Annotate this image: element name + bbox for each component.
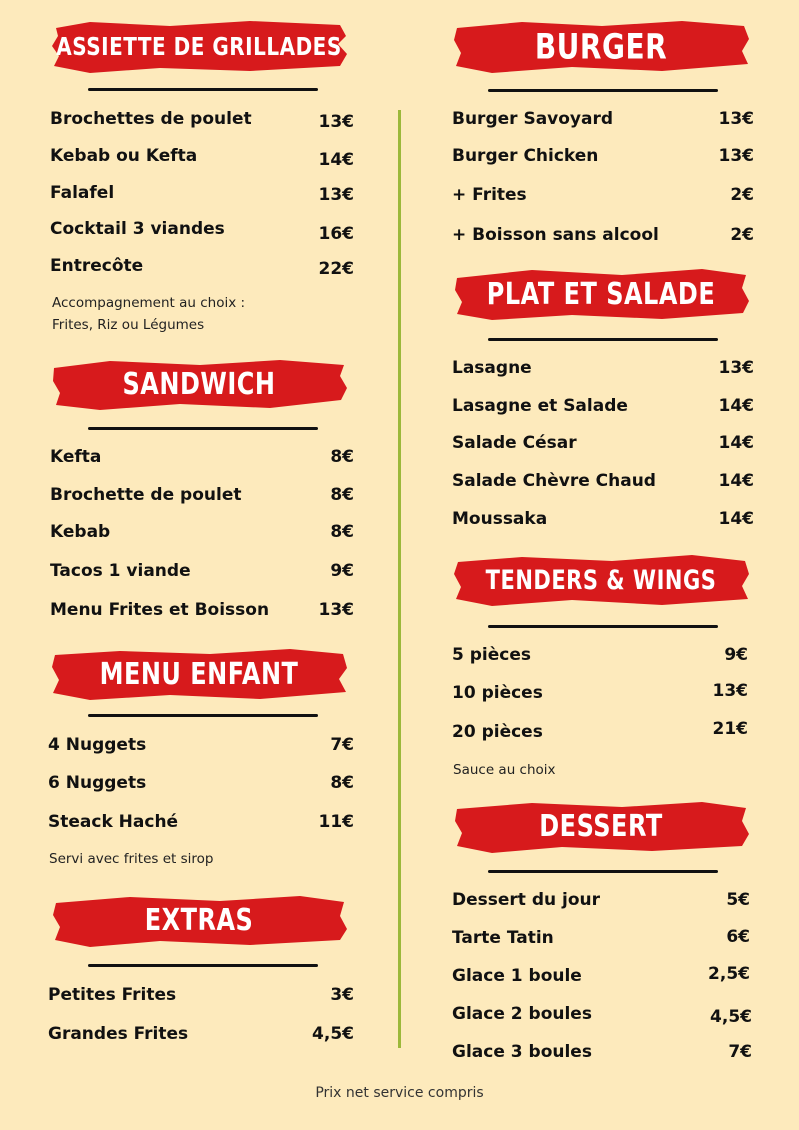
menu-item: Salade Chèvre Chaud (452, 471, 656, 491)
section-burger (452, 18, 758, 258)
menu-item: + Boisson sans alcool (452, 225, 659, 245)
menu-price: 14€ (318, 150, 354, 170)
menu-price: 3€ (330, 985, 354, 1005)
menu-item: Steack Haché (48, 812, 179, 832)
menu-price: 8€ (330, 485, 354, 505)
menu-item: Entrecôte (50, 256, 144, 276)
title-underline (488, 338, 718, 341)
section-title: EXTRAS (144, 902, 254, 938)
menu-item: Kebab ou Kefta (50, 146, 198, 166)
banner-enfant (50, 646, 348, 702)
banner-extras (50, 892, 348, 948)
title-underline (488, 870, 718, 873)
menu-item: Salade César (452, 433, 577, 453)
menu-item: Petites Frites (48, 985, 177, 1005)
section-extras (48, 892, 360, 1052)
note: Sauce au choix (453, 762, 556, 778)
menu-price: 13€ (718, 109, 754, 129)
title-underline (88, 964, 318, 967)
menu-item: Dessert du jour (452, 890, 601, 910)
section-grillades (50, 18, 360, 338)
menu-price: 2€ (730, 185, 754, 205)
section-title: BURGER (534, 25, 668, 67)
menu-item: 20 pièces (452, 722, 543, 742)
menu-price: 14€ (718, 396, 754, 416)
menu-price: 13€ (318, 600, 354, 620)
menu-price: 6€ (726, 927, 750, 947)
menu-price: 5€ (726, 890, 750, 910)
menu-item: Falafel (50, 183, 115, 203)
note: Servi avec frites et sirop (49, 851, 214, 867)
title-underline (488, 89, 718, 92)
section-enfant (48, 646, 360, 876)
menu-item: Glace 1 boule (452, 966, 582, 986)
section-title: DESSERT (539, 808, 663, 844)
banner-plat (452, 266, 750, 322)
menu-item: 6 Nuggets (48, 773, 147, 793)
menu-price: 22€ (318, 259, 354, 279)
menu-item: Kefta (50, 447, 102, 467)
menu-item: Brochette de poulet (50, 485, 242, 505)
menu-price: 9€ (724, 645, 748, 665)
menu-price: 4,5€ (710, 1007, 752, 1027)
menu-item: Grandes Frites (48, 1024, 189, 1044)
banner-sandwich (50, 356, 348, 412)
title-underline (88, 427, 318, 430)
section-title: ASSIETTE DE GRILLADES (56, 31, 342, 61)
banner-grillades (50, 18, 348, 74)
footer-note: Prix net service compris (315, 1085, 484, 1101)
menu-price: 11€ (318, 812, 354, 832)
menu-item: Tarte Tatin (452, 928, 554, 948)
menu-price: 7€ (330, 735, 354, 755)
menu-item: Menu Frites et Boisson (50, 600, 270, 620)
menu-price: 14€ (718, 433, 754, 453)
section-sandwich (50, 356, 360, 626)
menu-item: Glace 2 boules (452, 1004, 592, 1024)
title-underline (488, 625, 718, 628)
menu-price: 9€ (330, 561, 354, 581)
menu-price: 4,5€ (312, 1024, 354, 1044)
menu-price: 13€ (712, 681, 748, 701)
menu-item: Burger Chicken (452, 146, 599, 166)
menu-price: 16€ (318, 224, 354, 244)
menu-price: 14€ (718, 509, 754, 529)
menu-price: 2€ (730, 225, 754, 245)
menu-price: 13€ (718, 358, 754, 378)
section-title: MENU ENFANT (99, 656, 299, 692)
title-underline (88, 88, 318, 91)
banner-burger (452, 18, 750, 74)
menu-item: Moussaka (452, 509, 548, 529)
section-plat (452, 266, 758, 536)
menu-price: 8€ (330, 447, 354, 467)
banner-dessert (452, 798, 750, 854)
menu-item: 10 pièces (452, 683, 543, 703)
menu-item: Lasagne (452, 358, 532, 378)
menu-item: Cocktail 3 viandes (50, 219, 225, 239)
menu-item: Burger Savoyard (452, 109, 614, 129)
menu-item: + Frites (452, 185, 527, 205)
menu-item: Brochettes de poulet (50, 109, 252, 129)
menu-price: 21€ (712, 719, 748, 739)
banner-tenders (452, 552, 750, 608)
title-underline (88, 714, 318, 717)
menu-price: 13€ (318, 185, 354, 205)
section-title: PLAT ET SALADE (486, 276, 716, 312)
note: Accompagnement au choix : (52, 295, 246, 311)
menu-price: 13€ (718, 146, 754, 166)
menu-price: 14€ (718, 471, 754, 491)
menu-price: 8€ (330, 522, 354, 542)
menu-item: Glace 3 boules (452, 1042, 592, 1062)
menu-price: 8€ (330, 773, 354, 793)
menu-price: 2,5€ (708, 964, 750, 984)
menu-item: Tacos 1 viande (50, 561, 191, 581)
menu-item: 5 pièces (452, 645, 531, 665)
menu-item: Kebab (50, 522, 111, 542)
column-divider (398, 110, 401, 1048)
section-dessert (452, 798, 758, 1068)
menu-price: 13€ (318, 112, 354, 132)
menu-item: Lasagne et Salade (452, 396, 628, 416)
menu-price: 7€ (728, 1042, 752, 1062)
section-title: SANDWICH (122, 366, 276, 402)
section-title: TENDERS & WINGS (485, 565, 717, 595)
note: Frites, Riz ou Légumes (52, 317, 205, 333)
section-tenders (452, 552, 758, 787)
menu-item: 4 Nuggets (48, 735, 147, 755)
